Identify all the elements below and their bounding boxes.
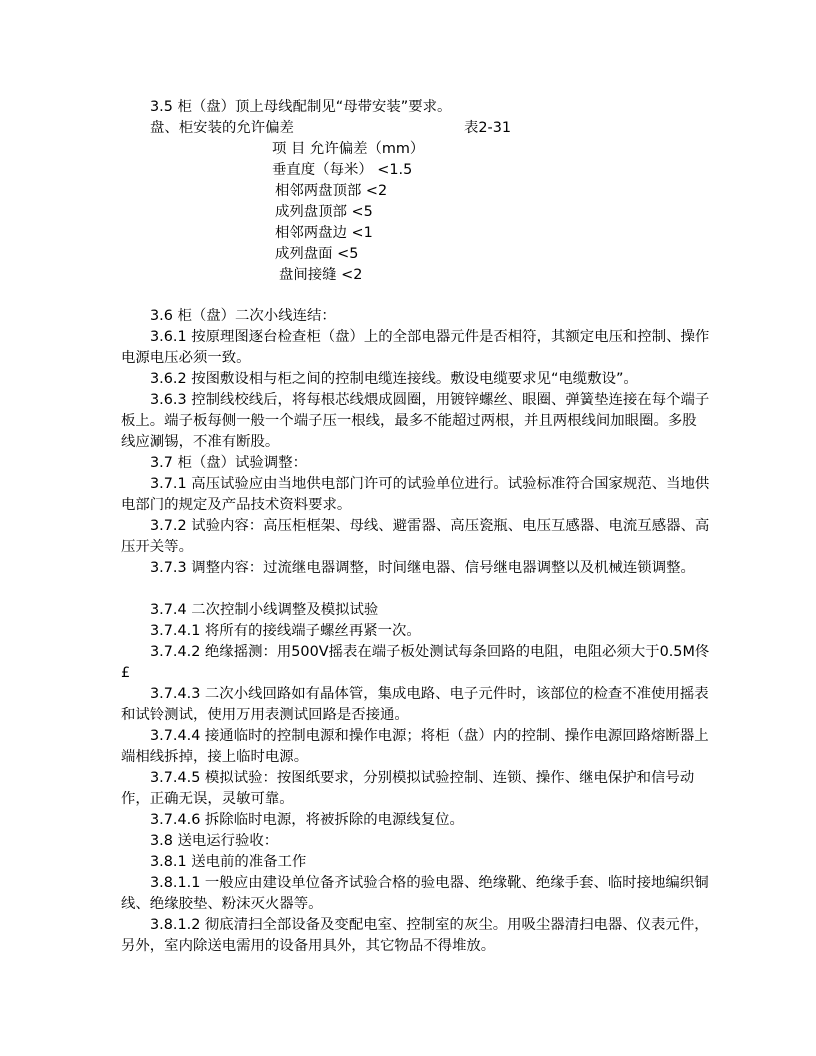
section-3-6-3: 3.6.3 控制线校线后，将每根芯线煨成圆圈，用镀锌螺丝、眼圈、弹簧垫连接在每个端子板上。端子板每侧一般一个端子压一根线，最多不能超过两根，并且两根线间加眼圈。多股线应涮锡，不准有断股。: [121, 392, 710, 450]
table-row: 相邻两盘边 <1: [275, 225, 373, 241]
section-3-7-4-4: 3.7.4.4 接通临时的控制电源和操作电源；将柜（盘）内的控制、操作电源回路熔断器上端相线拆掉，接上临时电源。: [121, 728, 709, 765]
section-3-8-1-1: 3.8.1.1 一般应由建设单位备齐试验合格的验电器、绝缘靴、绝缘手套、临时接地编织铜线、绝缘胶垫、粉沫灭火器等。: [121, 875, 709, 912]
section-3-8-1: 3.8.1 送电前的准备工作: [150, 854, 307, 870]
section-3-7-4-1: 3.7.4.1 将所有的接线端子螺丝再紧一次。: [150, 623, 421, 639]
table-row: 垂直度（每米） <1.5: [272, 162, 413, 178]
section-3-7-2: 3.7.2 试验内容：高压柜框架、母线、避雷器、高压瓷瓶、电压互感器、电流互感器、高压开关等。: [121, 518, 710, 555]
table-row: 成列盘顶部 <5: [275, 204, 373, 220]
table-title: 盘、柜安装的允许偏差: [150, 120, 294, 136]
section-3-7-4-3: 3.7.4.3 二次小线回路如有晶体管，集成电路、电子元件时，该部位的检查不准使用摇表和试铃测试，使用万用表测试回路是否接通。: [121, 686, 709, 723]
table-number: 表2-31: [464, 120, 512, 136]
table-caption: [150, 118, 510, 139]
table-row: 盘间接缝 <2: [279, 267, 363, 283]
section-3-7-1: 3.7.1 高压试验应由当地供电部门许可的试验单位进行。试验标准符合国家规范、当地供电部门的规定及产品技术资料要求。: [121, 476, 710, 513]
section-3-7-4-5: 3.7.4.5 模拟试验：按图纸要求，分别模拟试验控制、连锁、操作、继电保护和信号动作，正确无误，灵敏可靠。: [121, 770, 695, 807]
section-3-5: 3.5 柜（盘）顶上母线配制见“母带安装”要求。: [150, 99, 452, 115]
section-3-7-4-6: 3.7.4.6 拆除临时电源，将被拆除的电源线复位。: [150, 812, 464, 828]
table-row: 成列盘面 <5: [275, 246, 359, 262]
section-3-6-2: 3.6.2 按图敷设相与柜之间的控制电缆连接线。敷设电缆要求见“电缆敷设”。: [150, 371, 638, 387]
section-3-7: 3.7 柜（盘）试验调整：: [150, 455, 307, 471]
section-3-7-4-2: 3.7.4.2 绝缘摇测：用500V摇表在端子板处测试每条回路的电阻，电阻必须大于0.5M佟£: [121, 644, 710, 681]
section-3-8-1-2: 3.8.1.2 彻底清扫全部设备及变配电室、控制室的灰尘。用吸尘器清扫电器、仪表元件，另外，室内除送电需用的设备用具外，其它物品不得堆放。: [121, 917, 709, 954]
table-row: 相邻两盘顶部 <2: [275, 183, 388, 199]
section-3-6: 3.6 柜（盘）二次小线连结：: [150, 308, 336, 324]
section-3-6-1: 3.6.1 按原理图逐台检查柜（盘）上的全部电器元件是否相符，其额定电压和控制、操作电源电压必须一致。: [121, 329, 710, 366]
section-3-8: 3.8 送电运行验收：: [150, 833, 279, 849]
table-header: 项 目 允许偏差（mm）: [272, 141, 425, 157]
section-3-7-3: 3.7.3 调整内容：过流继电器调整，时间继电器、信号继电器调整以及机械连锁调整。: [150, 560, 695, 576]
section-3-7-4: 3.7.4 二次控制小线调整及模拟试验: [150, 602, 379, 618]
